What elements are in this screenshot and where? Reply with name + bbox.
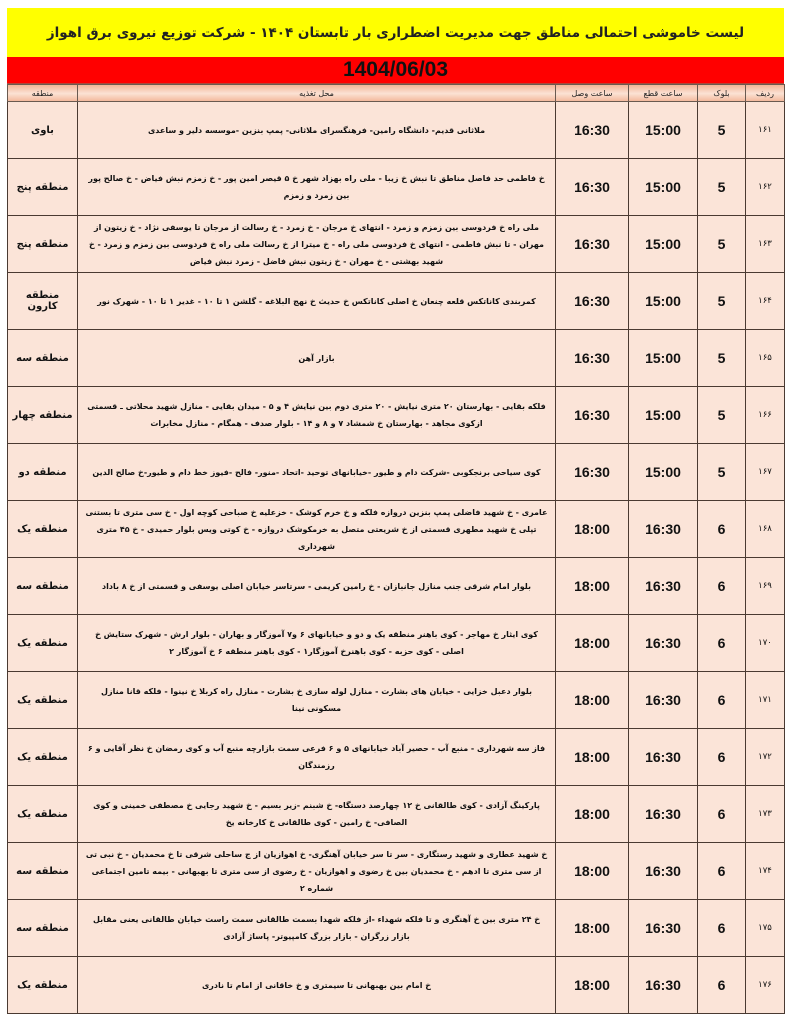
connect-time-cell: 16:30 [556,444,629,501]
region-cell: منطقه یک [8,729,78,786]
location-cell: بازار آهن [78,330,556,387]
block-cell: 5 [698,102,746,159]
location-cell: ملاثانی قدیم- دانشگاه رامین- فرهنگسرای ملاثانی- پمپ بنزین -موسسه دلیر و ساعدی [78,102,556,159]
connect-time-cell: 18:00 [556,900,629,957]
region-cell: منطقه دو [8,444,78,501]
location-cell: خ ۲۴ متری بین خ آهنگری و تا فلکه شهداء -از فلکه شهدا بسمت طالقانی سمت راست خیابان طالقانی یعنی مقابل بازار زرگران - بازار بزرگ کامپیوتر- پاساژ آزادی [78,900,556,957]
region-cell: منطقه یک [8,672,78,729]
row-number-cell: ۱۷۰ [746,615,785,672]
block-cell: 6 [698,843,746,900]
block-cell: 6 [698,729,746,786]
table-row [8,216,785,273]
cut-time-cell: 15:00 [629,330,698,387]
table-row [8,159,785,216]
column-header-connect-time: ساعت وصل [556,85,629,102]
connect-time-cell: 18:00 [556,957,629,1014]
region-cell: منطقه یک [8,501,78,558]
region-cell: منطقه یک [8,786,78,843]
row-number-cell: ۱۶۴ [746,273,785,330]
location-cell: بلوار امام شرقی جنب منازل جانبازان - خ رامین کریمی - سرتاسر خیابان اصلی یوسفی و قسمتی از خ ۸ باداد [78,558,556,615]
row-number-cell: ۱۶۳ [746,216,785,273]
region-cell: منطقه پنج [8,159,78,216]
table-body [8,102,785,1014]
location-cell: خ فاطمی حد فاصل مناطق تا نبش خ زیبا - ملی راه بهزاد شهر خ ۵ قیصر امین پور - خ زمزم نبش فیاض - خ صالح پور بین زمرد و زمزم [78,159,556,216]
column-header-cut-time: ساعت قطع [629,85,698,102]
outage-table [7,84,785,1014]
cut-time-cell: 15:00 [629,273,698,330]
row-number-cell: ۱۷۵ [746,900,785,957]
cut-time-cell: 15:00 [629,102,698,159]
cut-time-cell: 15:00 [629,216,698,273]
table-row [8,444,785,501]
table-row [8,273,785,330]
row-number-cell: ۱۷۶ [746,957,785,1014]
location-cell: بلوار دعبل خزایی - خیابان های بشارت - منازل لوله سازی خ بشارت - منازل راه کربلا خ نینوا - فلکه قانا منازل مسکونی نینا [78,672,556,729]
location-cell: فاز سه شهرداری - منبع آب - حصیر آباد خیابانهای ۵ و ۶ فرعی سمت بازارچه منبع آب و کوی رمضان خ نظر آقایی و ۶ رزمندگان [78,729,556,786]
row-number-cell: ۱۷۲ [746,729,785,786]
region-cell: منطقه سه [8,843,78,900]
cut-time-cell: 15:00 [629,159,698,216]
region-cell: باوی [8,102,78,159]
cut-time-cell: 16:30 [629,501,698,558]
region-cell: منطقه کارون [8,273,78,330]
column-header-region: منطقه [8,85,78,102]
row-number-cell: ۱۶۹ [746,558,785,615]
connect-time-cell: 18:00 [556,501,629,558]
location-cell: پارکینگ آزادی - کوی طالقانی خ ۱۲ چهارصد دستگاه- خ شبنم -زیر بسیم - خ شهید رجایی خ مصطفی خمینی و کوی الصافی- خ رامین - کوی طالقانی خ کارخانه یخ [78,786,556,843]
table-row [8,387,785,444]
row-number-cell: ۱۶۷ [746,444,785,501]
location-cell: خ شهید عطاری و شهید رستگاری - سر تا سر خیابان آهنگری- خ اهوازیان از ج ساحلی شرقی تا خ محمدیان - خ نبی تی از سی متری تا ادهم - خ محمدیان بین خ رضوی و اهوازیان - خ رضوی از سی متری تا بهبهانی - بیمه تامین اجتماعی شماره ۲ [78,843,556,900]
location-cell: کوی ایثار خ مهاجر - کوی باهنر منطقه یک و دو و خیابانهای ۶ و۷ آموزگار و بهاران - بلوار ارش - شهرک ستایش خ اصلی - کوی حزبه - کوی باهنرخ آموزگار۱ - کوی باهنر منطقه ۶ خ آموزگار ۲ [78,615,556,672]
block-cell: 6 [698,957,746,1014]
table-row [8,957,785,1014]
table-row [8,900,785,957]
cut-time-cell: 16:30 [629,900,698,957]
row-number-cell: ۱۷۳ [746,786,785,843]
cut-time-cell: 16:30 [629,615,698,672]
table-header-row [8,85,785,102]
location-cell: عامری - خ شهید فاضلی پمپ بنزین دروازه فلکه و خ خرم کوشک - خزعلیه خ صباحی کوچه اول - خ سی متری تا بستنی تپلی خ شهید مطهری قسمتی از خ شریعتی متصل به خرمکوشک دروازه - خ کوتی ویس بلوار حمیدی - خ ۴۵ متری شهرداری [78,501,556,558]
location-cell: کوی سیاحی برنجکوبی -شرکت دام و طیور -خیابانهای توحید -اتحاد -منور- فالح -فیوز خط دام و طیور-خ صالح الدین [78,444,556,501]
cut-time-cell: 15:00 [629,444,698,501]
block-cell: 6 [698,558,746,615]
block-cell: 5 [698,330,746,387]
region-cell: منطقه چهار [8,387,78,444]
block-cell: 6 [698,786,746,843]
page-title: لیست خاموشی احتمالی مناطق جهت مدیریت اضطراری بار تابستان ۱۴۰۴ - شرکت توزیع نیروی برق اهواز [7,8,784,57]
date-banner: 1404/06/03 [7,57,784,84]
connect-time-cell: 18:00 [556,729,629,786]
connect-time-cell: 18:00 [556,615,629,672]
connect-time-cell: 18:00 [556,843,629,900]
table-row [8,786,785,843]
connect-time-cell: 18:00 [556,786,629,843]
table-row [8,102,785,159]
cut-time-cell: 16:30 [629,843,698,900]
location-cell: فلکه بقایی - بهارستان ۲۰ متری نیایش - ۲۰ متری دوم بین نیایش ۴ و ۵ - میدان بقایی - منازل شهید محلاتی ـ قسمتی ازکوی مجاهد - بهارستان خ شمشاد ۷ و ۸ و ۱۴ - بلوار صدف - همگام - منازل مخابرات [78,387,556,444]
region-cell: منطقه پنج [8,216,78,273]
connect-time-cell: 16:30 [556,216,629,273]
region-cell: منطقه یک [8,615,78,672]
cut-time-cell: 16:30 [629,672,698,729]
row-number-cell: ۱۶۱ [746,102,785,159]
row-number-cell: ۱۶۶ [746,387,785,444]
connect-time-cell: 18:00 [556,672,629,729]
block-cell: 5 [698,159,746,216]
block-cell: 6 [698,900,746,957]
connect-time-cell: 16:30 [556,273,629,330]
row-number-cell: ۱۶۲ [746,159,785,216]
cut-time-cell: 15:00 [629,387,698,444]
table-row [8,729,785,786]
cut-time-cell: 16:30 [629,558,698,615]
column-header-location: محل تغذیه [78,85,556,102]
table-row [8,615,785,672]
region-cell: منطقه سه [8,330,78,387]
block-cell: 6 [698,672,746,729]
outage-sheet [7,8,784,1014]
connect-time-cell: 16:30 [556,387,629,444]
table-row [8,330,785,387]
connect-time-cell: 16:30 [556,102,629,159]
connect-time-cell: 18:00 [556,558,629,615]
block-cell: 5 [698,387,746,444]
block-cell: 5 [698,273,746,330]
row-number-cell: ۱۶۵ [746,330,785,387]
table-row [8,501,785,558]
region-cell: منطقه سه [8,900,78,957]
region-cell: منطقه یک [8,957,78,1014]
column-header-row-number: ردیف [746,85,785,102]
table-row [8,558,785,615]
block-cell: 6 [698,501,746,558]
region-cell: منطقه سه [8,558,78,615]
block-cell: 5 [698,444,746,501]
location-cell: کمربندی کاناتکس قلعه چنعان خ اصلی کاناتکس خ حدیث خ نهج البلاغه - گلشن ۱ تا ۱۰ - غدیر ۱ تا ۱۰ - شهرک نور [78,273,556,330]
cut-time-cell: 16:30 [629,729,698,786]
row-number-cell: ۱۶۸ [746,501,785,558]
row-number-cell: ۱۷۱ [746,672,785,729]
column-header-block: بلوک [698,85,746,102]
location-cell: خ امام بین بهبهانی تا سیمتری و خ خاقانی از امام تا نادری [78,957,556,1014]
connect-time-cell: 16:30 [556,159,629,216]
cut-time-cell: 16:30 [629,786,698,843]
table-row [8,672,785,729]
connect-time-cell: 16:30 [556,330,629,387]
table-row [8,843,785,900]
block-cell: 5 [698,216,746,273]
row-number-cell: ۱۷۴ [746,843,785,900]
cut-time-cell: 16:30 [629,957,698,1014]
location-cell: ملی راه خ فردوسی بین زمزم و زمرد - انتهای خ مرجان - خ زمرد - خ رسالت از مرجان تا یوسفی نژاد - خ زیتون از مهران - تا نبش فاطمی - انتهای خ فردوسی ملی راه - خ میترا از خ رسالت ملی راه خ فردوسی بین زمزم و زمرد - خ شهید بهشتی - خ مهران - خ زیتون نبش فاضل - زمرد نبش فیاض [78,216,556,273]
block-cell: 6 [698,615,746,672]
